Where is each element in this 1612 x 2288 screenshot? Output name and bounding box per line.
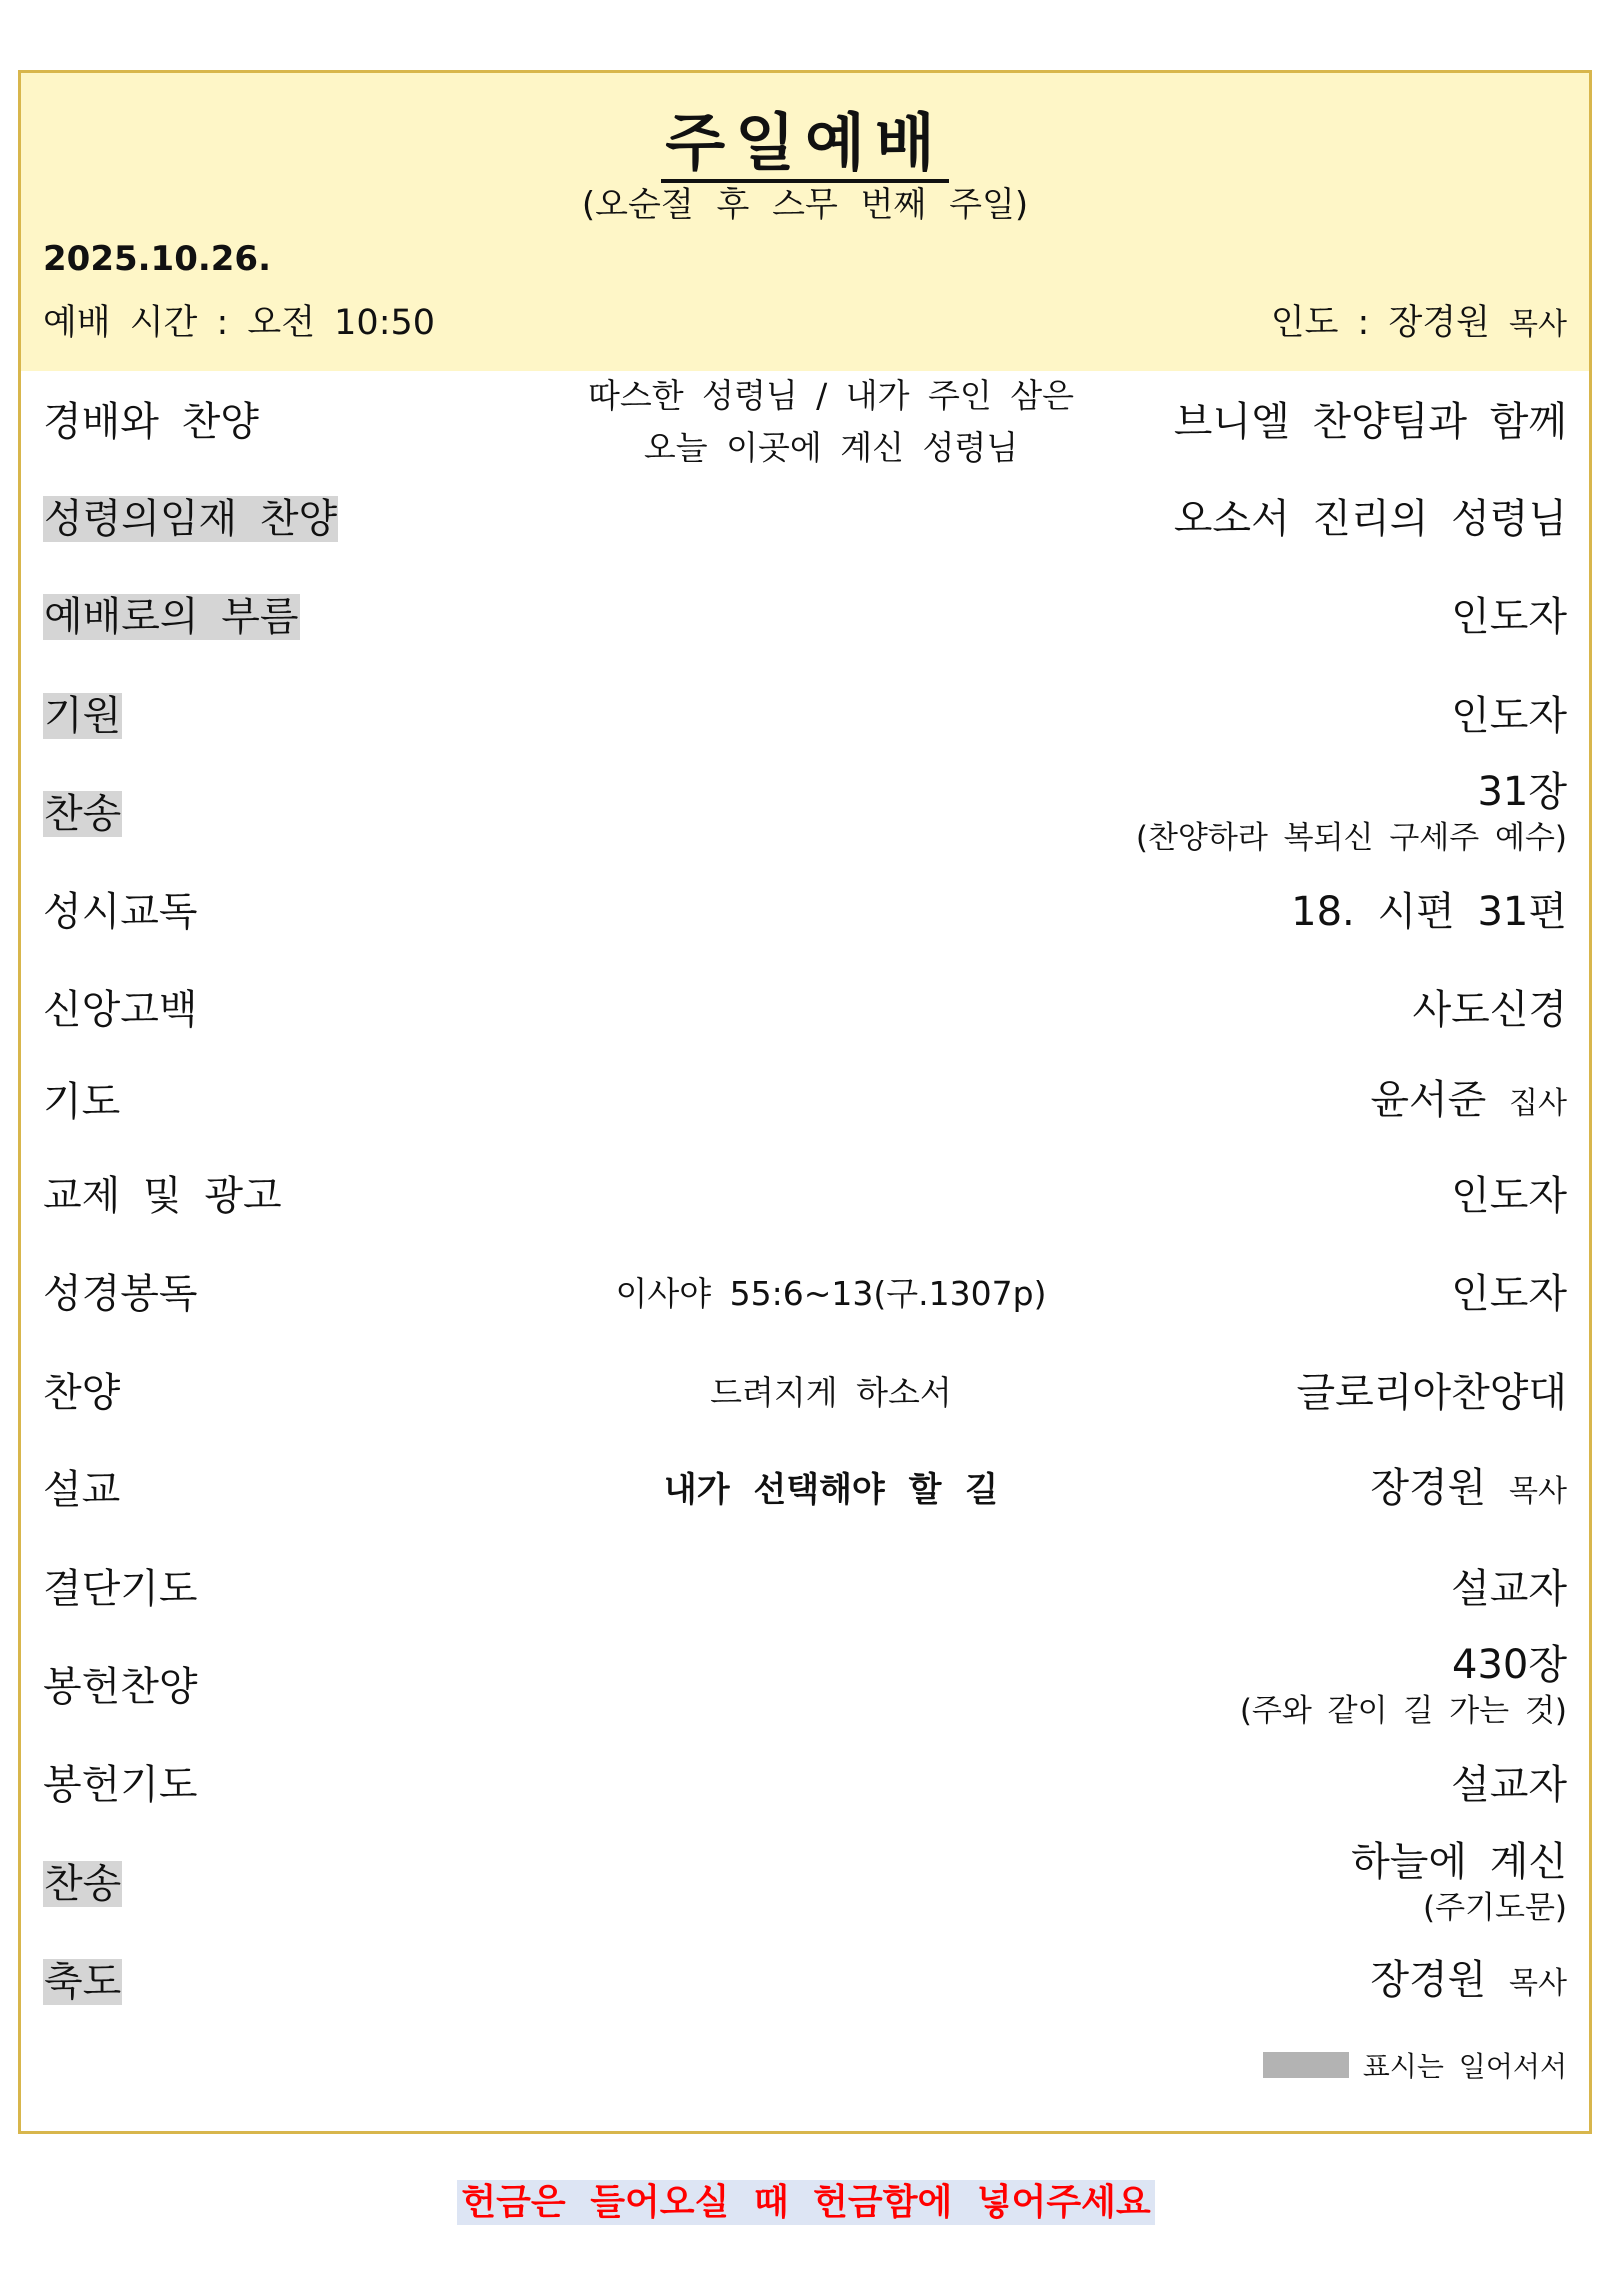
- order-row-benediction: [21, 1933, 1589, 2031]
- order-item-leader: 인도자: [1451, 1173, 1567, 1219]
- order-row-invocation: [21, 667, 1589, 765]
- order-item-detail: 이사야 55:6~13(구.1307p): [615, 1274, 1047, 1313]
- order-item-leader: 하늘에 계신 (주기도문): [1351, 1839, 1567, 1926]
- bulletin-frame: [18, 70, 1592, 2134]
- order-item-leader: 장경원 목사: [1370, 1465, 1567, 1511]
- order-item-leader: 윤서준 집사: [1370, 1077, 1567, 1123]
- order-item-name: 찬양: [43, 1370, 121, 1416]
- leader-title: 목사: [1509, 307, 1567, 342]
- offering-notice: 헌금은 들어오실 때 헌금함에 넣어주세요: [0, 2174, 1612, 2225]
- order-item-leader: 글로리아찬양대: [1296, 1370, 1567, 1416]
- order-row-scripture: [21, 1245, 1589, 1343]
- page-subtitle: (오순절 후 스무 번째 주일): [581, 185, 1029, 225]
- page-title: 주일예배: [21, 93, 1589, 182]
- order-item-name: 성시교독: [43, 889, 198, 935]
- order-item-leader: 인도자: [1451, 1271, 1567, 1317]
- standing-legend: [1263, 2045, 1567, 2085]
- order-item-name: 예배로의 부름: [44, 594, 299, 640]
- order-row-offering-prayer: [21, 1736, 1589, 1834]
- order-row-call-to-worship: [21, 568, 1589, 666]
- order-item-name: 결단기도: [43, 1566, 198, 1612]
- order-item-leader: 설교자: [1451, 1762, 1567, 1808]
- order-row-decision-prayer: [21, 1540, 1589, 1638]
- leader-name: 인도 : 장경원: [1270, 303, 1490, 343]
- order-item-name: 찬송: [44, 791, 122, 837]
- order-item-name: 성경봉독: [43, 1271, 198, 1317]
- order-row-responsive-reading: [21, 863, 1589, 961]
- order-row-hymn-1: [21, 765, 1589, 863]
- order-row-offering-song: [21, 1638, 1589, 1736]
- order-item-leader: 인도자: [1451, 594, 1567, 640]
- sermon-title: 내가 선택해야 할 길: [663, 1470, 999, 1510]
- order-item-leader: 31장 (찬양하라 복되신 구세주 예수): [1135, 769, 1567, 856]
- order-item-leader: 설교자: [1451, 1566, 1567, 1612]
- order-row-worship-praise: [21, 373, 1589, 471]
- order-row-fellowship: [21, 1147, 1589, 1245]
- order-row-sermon: [21, 1441, 1589, 1539]
- order-item-leader: 18. 시편 31편: [1291, 889, 1567, 935]
- order-item-detail: 따스한 성령님 / 내가 주인 삼은 오늘 이곳에 계신 성령님: [587, 376, 1075, 467]
- order-row-prayer: [21, 1053, 1589, 1151]
- order-item-leader: 사도신경: [1412, 987, 1567, 1033]
- order-item-name: 신앙고백: [43, 987, 198, 1033]
- order-item-name: 봉헌찬양: [43, 1664, 198, 1710]
- order-item-name: 설교: [43, 1467, 121, 1513]
- service-time: 예배 시간 : 오전 10:50: [43, 303, 436, 343]
- order-item-name: 경배와 찬양: [43, 399, 259, 445]
- order-row-choir: [21, 1344, 1589, 1442]
- order-row-spirit-praise: [21, 470, 1589, 568]
- order-item-name: 찬송: [44, 1861, 122, 1907]
- service-date: 2025.10.26.: [43, 239, 272, 279]
- order-item-detail: 드려지게 하소서: [710, 1373, 952, 1412]
- order-item-leader: 장경원 목사: [1370, 1957, 1567, 2003]
- order-item-leader: 인도자: [1451, 693, 1567, 739]
- service-leader: [1271, 295, 1567, 345]
- order-row-creed: [21, 961, 1589, 1059]
- legend-text: 표시는 일어서서: [1362, 2050, 1567, 2083]
- order-item-leader: 오소서 진리의 성령님: [1173, 496, 1567, 542]
- order-item-name: 봉헌기도: [43, 1762, 198, 1808]
- legend-swatch: [1263, 2052, 1349, 2078]
- order-item-leader: 430장 (주와 같이 길 가는 것): [1239, 1642, 1567, 1729]
- order-item-name: 기도: [43, 1079, 121, 1125]
- order-item-name: 교제 및 광고: [43, 1173, 282, 1219]
- order-row-hymn-2: [21, 1835, 1589, 1933]
- order-item-name: 축도: [44, 1959, 122, 2005]
- order-item-name: 기원: [44, 693, 122, 739]
- order-item-name: 성령의임재 찬양: [44, 496, 338, 542]
- order-item-leader: 브니엘 찬양팀과 함께: [1173, 399, 1567, 445]
- bulletin-header: [21, 73, 1589, 371]
